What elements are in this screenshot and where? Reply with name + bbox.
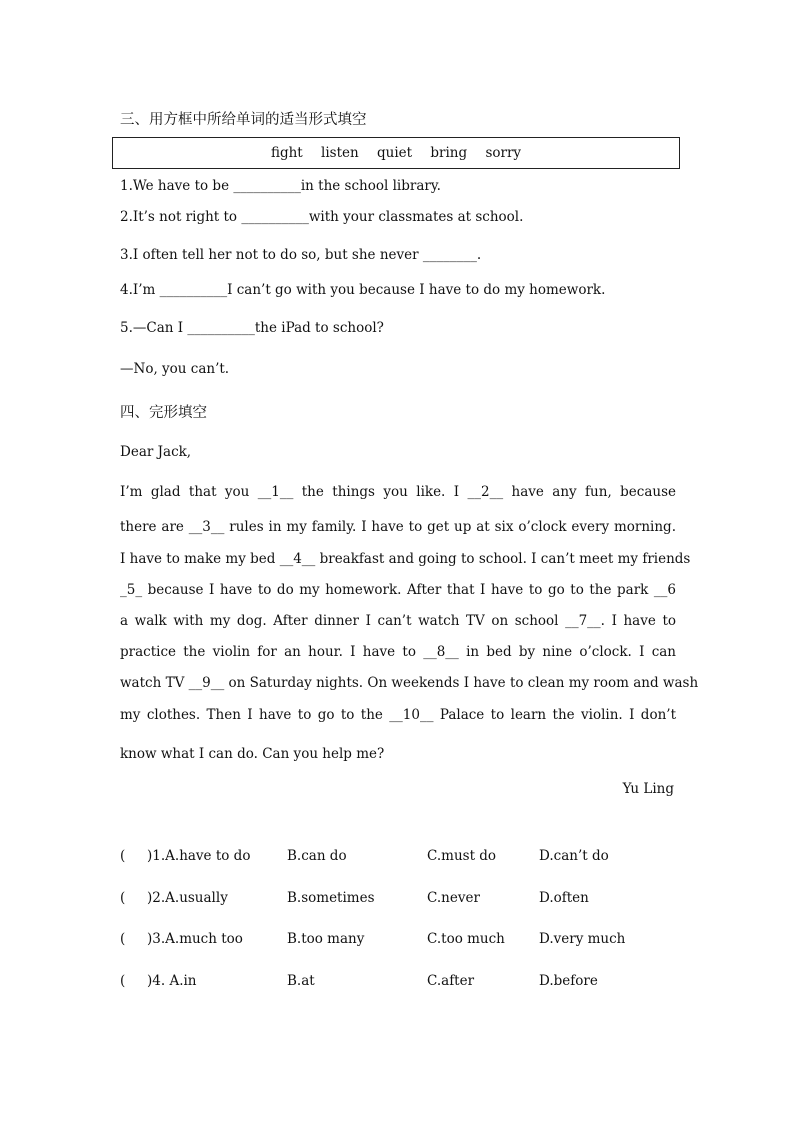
- option-c: C.must do: [427, 848, 497, 864]
- option-b: B.too many: [287, 931, 365, 947]
- answer-bracket[interactable]: (: [120, 973, 126, 989]
- passage-line: _5_ because I have to do my homework. After that I have to go to the park __6: [120, 582, 676, 598]
- section3-title: 三、用方框中所给单词的适当形式填空: [120, 112, 367, 128]
- option-a: )2.A.usually: [147, 890, 228, 906]
- passage-line: a walk with my dog. After dinner I can’t watch TV on school __7__. I have to: [120, 613, 676, 629]
- option-a: )1.A.have to do: [147, 848, 251, 864]
- word-box: [112, 137, 680, 169]
- option-c: C.never: [427, 890, 480, 906]
- question-2: 2.It’s not right to __________with your classmates at school.: [120, 209, 524, 225]
- option-d: D.often: [539, 890, 589, 906]
- word-box-item: bring: [430, 145, 468, 161]
- choice-row: [120, 973, 680, 993]
- answer-bracket[interactable]: (: [120, 931, 126, 947]
- question-1: 1.We have to be __________in the school library.: [120, 178, 441, 194]
- letter-greeting: Dear Jack,: [120, 444, 192, 460]
- passage-line: there are __3__ rules in my family. I have to get up at six o’clock every morning.: [120, 519, 676, 535]
- option-d: D.very much: [539, 931, 626, 947]
- option-d: D.can’t do: [539, 848, 609, 864]
- answer-5: —No, you can’t.: [120, 361, 230, 377]
- choice-row: [120, 848, 680, 868]
- passage-line: practice the violin for an hour. I have to __8__ in bed by nine o’clock. I can: [120, 644, 676, 660]
- passage-line: I’m glad that you __1__ the things you like. I __2__ have any fun, because: [120, 484, 676, 500]
- answer-bracket[interactable]: (: [120, 848, 126, 864]
- word-box-item: fight: [270, 145, 303, 161]
- answer-bracket[interactable]: (: [120, 890, 126, 906]
- section4-title: 四、完形填空: [120, 405, 207, 421]
- option-b: B.at: [287, 973, 315, 989]
- question-5: 5.—Can I __________the iPad to school?: [120, 320, 384, 336]
- question-4: 4.I’m __________I can’t go with you because I have to do my homework.: [120, 282, 606, 298]
- passage-line: my clothes. Then I have to go to the __10__ Palace to learn the violin. I don’t: [120, 707, 676, 723]
- question-3: 3.I often tell her not to do so, but she never ________.: [120, 247, 482, 263]
- choice-row: [120, 931, 680, 951]
- word-box-item: listen: [321, 145, 359, 161]
- choice-row: [120, 890, 680, 910]
- word-box-item: quiet: [377, 145, 413, 161]
- word-box-item: sorry: [485, 145, 522, 161]
- option-c: C.too much: [427, 931, 505, 947]
- option-c: C.after: [427, 973, 475, 989]
- option-d: D.before: [539, 973, 598, 989]
- option-a: )3.A.much too: [147, 931, 243, 947]
- option-b: B.can do: [287, 848, 347, 864]
- option-a: )4. A.in: [147, 973, 197, 989]
- passage-line: I have to make my bed __4__ breakfast and going to school. I can’t meet my friends: [120, 551, 691, 567]
- option-b: B.sometimes: [287, 890, 375, 906]
- passage-line: know what I can do. Can you help me?: [120, 746, 385, 762]
- passage-line: watch TV __9__ on Saturday nights. On weekends I have to clean my room and wash: [120, 675, 699, 691]
- signature: Yu Ling: [622, 781, 674, 797]
